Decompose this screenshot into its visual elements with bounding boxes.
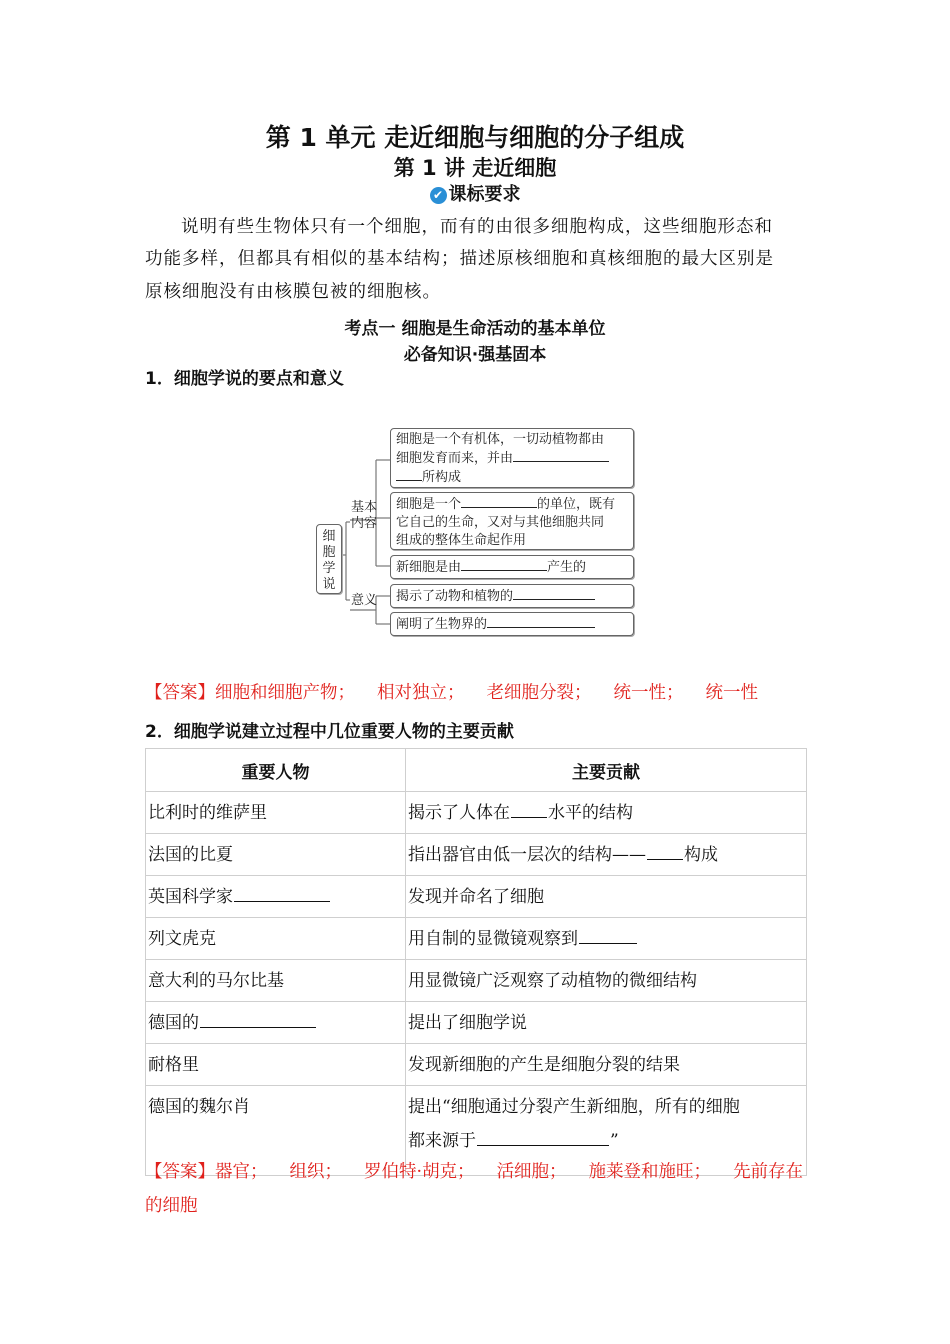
table-row: 德国的魏尔肖 提出“细胞通过分裂产生新细胞，所有的细胞 都来源于 ” xyxy=(146,1086,807,1176)
table-row: 耐格里 发现新细胞的产生是细胞分裂的结果 xyxy=(146,1044,807,1086)
section-1-heading: 1．细胞学说的要点和意义 xyxy=(145,369,344,389)
section-2-heading: 2．细胞学说建立过程中几位重要人物的主要贡献 xyxy=(145,722,514,742)
diagram-box-1: 细胞是一个有机体，一切动植物都由 细胞发育而来，并由 所构成 xyxy=(390,428,634,488)
requirement-line-2: 功能多样，但都具有相似的基本结构；描述原核细胞和真核细胞的最大区别是 xyxy=(145,249,774,269)
table-row: 比利时的维萨里 揭示了人体在 水平的结构 xyxy=(146,792,807,834)
check-icon: ✔ xyxy=(430,187,447,204)
requirement-line-3: 原核细胞没有由核膜包被的细胞核。 xyxy=(145,282,441,302)
table-row: 意大利的马尔比基 用显微镜广泛观察了动植物的微细结构 xyxy=(146,960,807,1002)
answer-2: 【答案】器官； 组织； 罗伯特·胡克； 活细胞； 施莱登和施旺； 先前存在 的细胞 xyxy=(145,1162,804,1216)
table-row: 列文虎克 用自制的显微镜观察到 xyxy=(146,918,807,960)
table-row: 法国的比夏 指出器官由低一层次的结构—— 构成 xyxy=(146,834,807,876)
unit-title: 第 1 单元 走近细胞与细胞的分子组成 xyxy=(265,123,685,152)
lecture-title: 第 1 讲 走近细胞 xyxy=(393,156,557,180)
header-person: 重要人物 xyxy=(146,749,406,792)
diagram-box-4: 揭示了动物和植物的 xyxy=(390,584,634,608)
table-header-row xyxy=(146,749,807,792)
requirement-line-1: 说明有些生物体只有一个细胞，而有的由很多细胞构成，这些细胞形态和 xyxy=(181,217,773,237)
diagram-box-5: 阐明了生物界的 xyxy=(390,612,634,636)
diagram-box-3: 新细胞是由 产生的 xyxy=(390,555,634,579)
diagram-box-2: 细胞是一个 的单位，既有 它自己的生命，又对与其他细胞共同 组成的整体生命起作用 xyxy=(390,492,634,550)
contributions-table xyxy=(145,748,807,1176)
header-contribution: 主要贡献 xyxy=(406,749,807,792)
root-node: 细胞学说 xyxy=(316,524,342,594)
bibei-heading: 必备知识·强基固本 xyxy=(403,345,547,365)
answer-1: 【答案】细胞和细胞产物； 相对独立； 老细胞分裂； 统一性； 统一性 xyxy=(145,683,758,703)
requirement-heading: ✔ 课标要求 xyxy=(0,180,950,206)
table-row: 德国的 提出了细胞学说 xyxy=(146,1002,807,1044)
basic-content-label: 基本内容 xyxy=(350,500,377,531)
table-row: 英国科学家 发现并命名了细胞 xyxy=(146,876,807,918)
significance-label: 意义 xyxy=(350,593,377,608)
kaodian-heading: 考点一 细胞是生命活动的基本单位 xyxy=(344,319,606,339)
